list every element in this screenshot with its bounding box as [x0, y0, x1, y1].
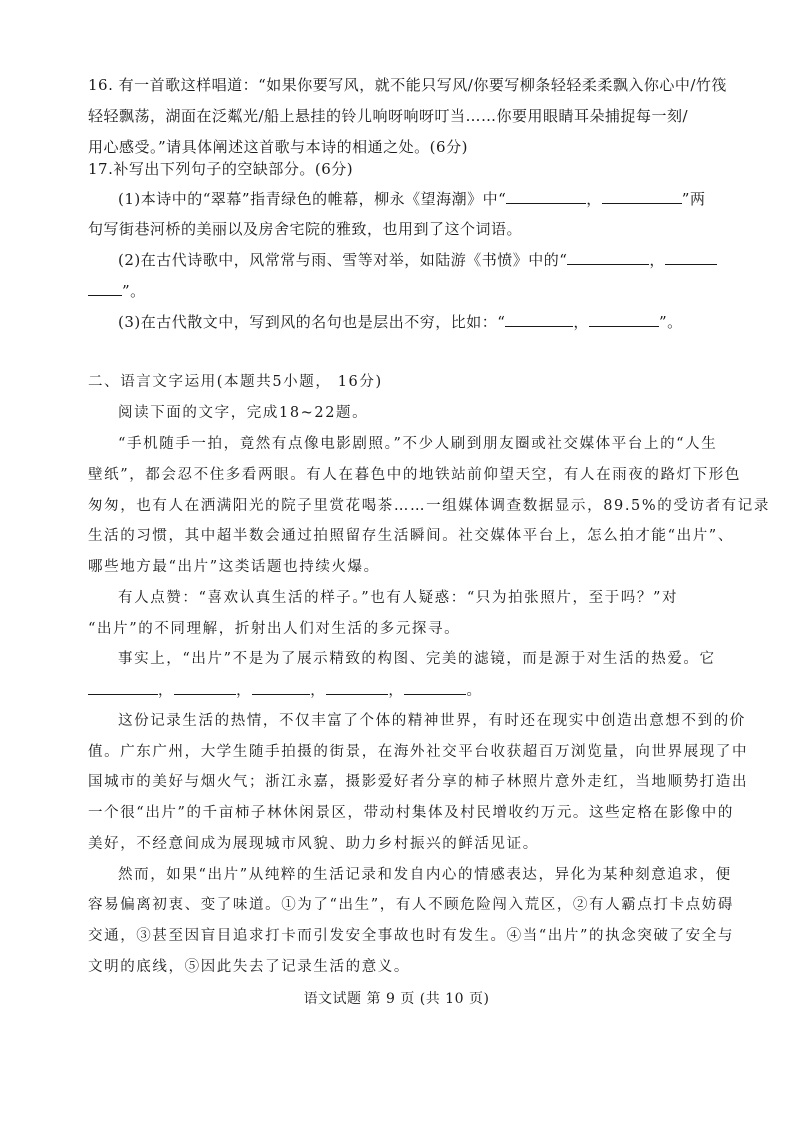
answer-blank[interactable] — [404, 680, 466, 695]
q17-item-3 — [118, 312, 683, 332]
q17-item-1 — [118, 189, 705, 209]
answer-blank[interactable] — [506, 189, 586, 204]
separator: ， — [586, 190, 602, 208]
answer-blank[interactable] — [567, 250, 649, 265]
answer-blank[interactable] — [505, 312, 573, 327]
passage-p1-line-1: “手机随手一拍，竟然有点像电影剧照。”不少人刷到朋友圈或社交媒体平台上的“人生 — [118, 436, 718, 452]
section-heading: 二、语言文字运用(本题共5小题， 16分) — [88, 374, 383, 390]
section-instruction: 阅读下面的文字，完成18~22题。 — [118, 405, 369, 421]
q17-item-1-text: (1)本诗中的“翠幕”指青绿色的帷幕，柳永《望海潮》中“ — [118, 190, 507, 208]
passage-p2-line-1: 有人点赞：“喜欢认真生活的样子。”也有人疑惑：“只为拍张照片，至于吗？”对 — [118, 590, 679, 606]
passage-p1-line-5: 哪些地方最“出片”这类话题也持续火爆。 — [88, 559, 380, 575]
passage-p5-line-2: 容易偏离初衷、变了味道。①为了“出生”，有人不顾危险闯入荒区，②有人霸点打卡点妨碍 — [88, 897, 734, 913]
passage-p5-line-4: 文明的底线，⑤因此失去了记录生活的意义。 — [88, 959, 410, 975]
q16-line-1: 16. 有一首歌这样唱道：“如果你要写风，就不能只写风/你要写柳条轻轻柔柔飘入你心中/竹筏 — [88, 76, 727, 94]
q17-item-2-end: ”。 — [122, 282, 146, 300]
separator: ， — [158, 683, 175, 699]
answer-blank[interactable] — [589, 312, 659, 327]
q17-item-2-text: (2)在古代诗歌中，风常常与雨、雪等对举，如陆游《书愤》中的“ — [118, 251, 568, 269]
passage-p4-line-4: 一个很“出片”的千亩柿子林休闲景区，带动村集体及村民增收约万元。这些定格在影像中的 — [88, 805, 734, 821]
passage-p5-line-1: 然而，如果“出片”从纯粹的生活记录和发自内心的情感表达，异化为某种刻意追求，便 — [118, 867, 732, 883]
q17-item-2 — [118, 250, 717, 270]
passage-p1-line-4: 生活的习惯，其中超半数会通过拍照留存生活瞬间。社交媒体平台上，怎么拍才能“出片”、 — [88, 528, 734, 544]
answer-blank[interactable] — [174, 680, 236, 695]
passage-p3-line-1: 事实上，“出片”不是为了展示精致的构图、完美的滤镜，而是源于对生活的热爱。它 — [118, 651, 716, 667]
passage-p1-line-3: 匆匆，也有人在洒满阳光的院子里赏花喝茶……一组媒体调查数据显示，89.5%的受访者有记录 — [88, 498, 770, 514]
passage-p5-line-3: 交通，③甚至因盲目追求打卡而引发安全事故也时有发生。④当“出片”的执念突破了安全与 — [88, 928, 734, 944]
passage-p3-blanks — [88, 680, 483, 701]
separator: ， — [236, 683, 253, 699]
q17-item-3-end: ”。 — [658, 313, 683, 331]
passage-p4-line-1: 这份记录生活的热情，不仅丰富了个体的精神世界，有时还在现实中创造出意想不到的价 — [118, 713, 746, 729]
q17-item-2-line-2 — [88, 281, 146, 301]
passage-p1-line-2: 壁纸”，都会忍不住多看两眼。有人在暮色中的地铁站前仰望天空，有人在雨夜的路灯下形色 — [88, 467, 742, 483]
q16-line-2: 轻轻飘荡，湖面在泛粼光/船上悬挂的铃儿响呀响呀叮当……你要用眼睛耳朵捕捉每一刻/ — [88, 107, 689, 125]
answer-blank[interactable] — [665, 250, 717, 265]
passage-p4-line-2: 值。广东广州，大学生随手拍摄的街景，在海外社交平台收获超百万浏览量，向世界展现了中 — [88, 744, 749, 760]
q17-item-1-end: ”两 — [681, 190, 706, 208]
answer-blank[interactable] — [602, 189, 682, 204]
q16-line-3: 用心感受。”请具体阐述这首歌与本诗的相通之处。(6分) — [88, 138, 468, 156]
separator: ， — [649, 251, 665, 269]
period: 。 — [466, 683, 483, 699]
separator: ， — [388, 683, 405, 699]
passage-p4-line-3: 国城市的美好与烟火气；浙江永嘉，摄影爱好者分享的柿子林照片意外走红，当地顺势打造出 — [88, 774, 749, 790]
q17-item-3-text: (3)在古代散文中，写到风的名句也是层出不穷，比如：“ — [118, 313, 506, 331]
separator: ， — [573, 313, 589, 331]
answer-blank[interactable] — [252, 680, 310, 695]
answer-blank[interactable] — [88, 281, 122, 296]
page-footer: 语文试题 第 9 页 (共 10 页) — [303, 991, 490, 1007]
q17-item-1-line-2: 句写街巷河桥的美丽以及房舍宅院的雅致，也用到了这个词语。 — [88, 220, 523, 238]
answer-blank[interactable] — [88, 680, 158, 695]
separator: ， — [310, 683, 327, 699]
answer-blank[interactable] — [326, 680, 388, 695]
passage-p4-line-5: 美好，不经意间成为展现城市风貌、助力乡村振兴的鲜活见证。 — [88, 836, 539, 852]
q17-title: 17.补写出下列句子的空缺部分。(6分) — [88, 160, 354, 178]
passage-p2-line-2: “出片”的不同理解，折射出人们对生活的多元探寻。 — [88, 621, 461, 637]
